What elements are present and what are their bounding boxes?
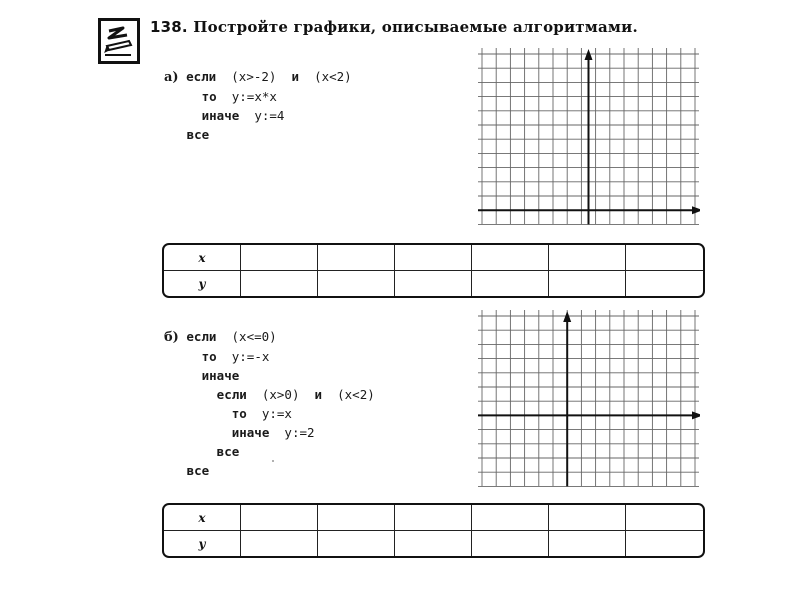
part-a-label: а) [164, 70, 179, 85]
code-keyword: иначе [186, 108, 240, 123]
speck [272, 460, 274, 462]
code-keyword: то [186, 89, 217, 104]
table-cell[interactable] [626, 245, 703, 271]
table-cell[interactable] [241, 505, 318, 531]
code-text: (x>-2) [216, 69, 292, 84]
exercise-title [150, 18, 638, 36]
code-text: (x<2) [299, 69, 352, 84]
code-text: y:=x [246, 406, 292, 421]
table-row-x [164, 245, 703, 271]
algorithm-a [164, 48, 352, 144]
table-cell[interactable] [549, 531, 626, 557]
code-keyword: если [186, 329, 217, 344]
table-row-y [164, 271, 703, 297]
table-cell[interactable] [549, 505, 626, 531]
table-cell[interactable] [241, 271, 318, 297]
table-cell[interactable] [549, 245, 626, 271]
table-cell[interactable] [472, 531, 549, 557]
table-cell[interactable] [626, 531, 703, 557]
value-table-b [162, 503, 705, 558]
code-text: (x<2) [322, 387, 375, 402]
table-cell[interactable] [395, 531, 472, 557]
table-row-y [164, 531, 703, 557]
code-keyword: то [186, 349, 217, 364]
x-axis-arrow-icon [692, 411, 700, 419]
graph-grid-a [478, 48, 700, 234]
x-axis-arrow-icon [692, 206, 700, 214]
code-keyword: иначе [186, 425, 270, 440]
table-row-x [164, 505, 703, 531]
table-cell[interactable] [318, 531, 395, 557]
table-cell[interactable] [472, 505, 549, 531]
row-label-x: x [164, 245, 241, 271]
table-cell[interactable] [626, 505, 703, 531]
row-label-x: x [164, 505, 241, 531]
code-keyword: и [291, 69, 300, 84]
exercise-text: Постройте графики, описываемые алгоритмами. [193, 18, 638, 36]
pencil-writing-icon [98, 18, 140, 64]
code-text: y:=x*x [216, 89, 277, 104]
table-cell[interactable] [318, 245, 395, 271]
code-text: y:=-x [216, 349, 270, 364]
table-cell[interactable] [395, 245, 472, 271]
code-text: y:=4 [239, 108, 285, 123]
table-cell[interactable] [241, 531, 318, 557]
table-cell[interactable] [626, 271, 703, 297]
value-table-a [162, 243, 705, 298]
table-cell[interactable] [472, 245, 549, 271]
code-text: (x<=0) [216, 329, 277, 344]
algorithm-b [164, 308, 375, 480]
code-keyword: все [186, 463, 210, 478]
code-keyword: то [186, 406, 247, 421]
table-cell[interactable] [395, 271, 472, 297]
y-axis-arrow-icon [563, 311, 571, 322]
table-cell[interactable] [318, 505, 395, 531]
code-keyword: если [186, 387, 247, 402]
code-keyword: все [186, 127, 210, 142]
table-cell[interactable] [472, 271, 549, 297]
table-cell[interactable] [549, 271, 626, 297]
y-axis-arrow-icon [585, 49, 593, 60]
table-cell[interactable] [241, 245, 318, 271]
part-b-label: б) [164, 330, 179, 345]
code-keyword: и [314, 387, 323, 402]
code-keyword: все [186, 444, 240, 459]
exercise-number: 138. [150, 18, 188, 36]
code-text: (x>0) [246, 387, 315, 402]
code-keyword: если [186, 69, 217, 84]
table-cell[interactable] [318, 271, 395, 297]
code-keyword: иначе [186, 368, 240, 383]
code-text: y:=2 [269, 425, 315, 440]
graph-grid-b [478, 310, 700, 496]
table-cell[interactable] [395, 505, 472, 531]
row-label-y: y [164, 531, 241, 557]
row-label-y: y [164, 271, 241, 297]
